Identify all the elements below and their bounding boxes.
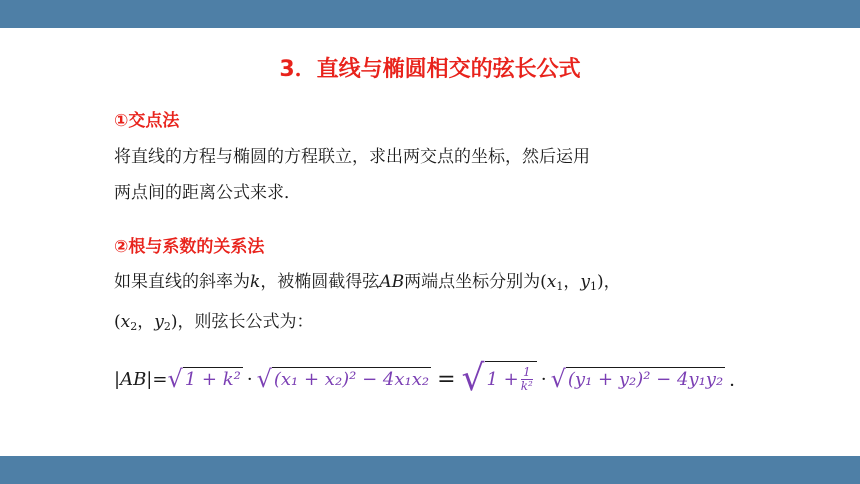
paren-open: ( [114, 312, 121, 332]
sqrt-term-4 [551, 367, 726, 391]
formula-lhs: |AB|= [114, 368, 168, 390]
radicand-3 [485, 361, 537, 397]
method2-heading: ②根与系数的关系法 [114, 237, 265, 257]
y-var: y [154, 312, 164, 332]
symbol-ab: AB [379, 272, 405, 292]
paren-close: ) [170, 312, 178, 332]
method2-line1 [114, 264, 621, 305]
method1-heading: ①交点法 [114, 111, 180, 131]
y-var: y [580, 272, 590, 292]
fraction-1-over-k2 [521, 366, 533, 392]
radical-sign-icon: √ [461, 358, 485, 399]
paren-open: ( [540, 272, 547, 292]
fraction-numerator: 1 [522, 365, 531, 380]
equals-sign: = [437, 366, 456, 392]
method1-line1: 将直线的方程与椭圆的方程联立，求出两交点的坐标，然后运用 [114, 147, 590, 167]
x-sub: 2 [130, 320, 138, 333]
text-slope-intro: 如果直线的斜率为 [114, 272, 250, 292]
chord-length-formula [114, 354, 747, 404]
x-sub: 1 [556, 280, 564, 293]
one-plus: 1 + [486, 369, 519, 390]
multiply-dot: · [540, 368, 547, 390]
text-endpoints: 两端点坐标分别为 [404, 272, 541, 292]
formula-end-period: ． [729, 370, 748, 391]
separator: ， [137, 312, 155, 332]
radicand-2: (x₁ + x₂)² − 4x₁x₂ [273, 369, 430, 390]
bottom-banner [0, 456, 860, 484]
symbol-k: k [250, 272, 261, 292]
radical-sign-icon: √ [550, 365, 566, 393]
top-banner [0, 0, 860, 28]
sqrt-term-2 [257, 367, 432, 391]
paren-close: )， [596, 272, 621, 292]
text-chord-intro: ，被椭圆截得弦 [260, 272, 380, 292]
method2-line2 [114, 304, 313, 345]
text-formula-intro: ，则弦长公式为： [177, 312, 314, 332]
radical-sign-icon: √ [167, 365, 183, 393]
sqrt-term-1 [167, 367, 242, 391]
x-var: x [546, 272, 557, 292]
y-sub: 2 [163, 320, 171, 333]
radicand-1: 1 + k² [184, 369, 241, 390]
slide-title: 3．直线与椭圆相交的弦长公式 [279, 57, 581, 82]
radical-sign-icon: √ [256, 365, 272, 393]
y-sub: 1 [589, 280, 597, 293]
multiply-dot: · [246, 368, 253, 390]
point-2 [114, 312, 177, 332]
separator: ， [563, 272, 581, 292]
point-1 [540, 272, 620, 292]
sqrt-term-3 [461, 358, 537, 399]
x-var: x [120, 312, 131, 332]
method1-line2: 两点间的距离公式来求． [114, 183, 301, 203]
fraction-denominator: k² [520, 379, 533, 393]
radicand-4: (y₁ + y₂)² − 4y₁y₂ [567, 369, 724, 390]
